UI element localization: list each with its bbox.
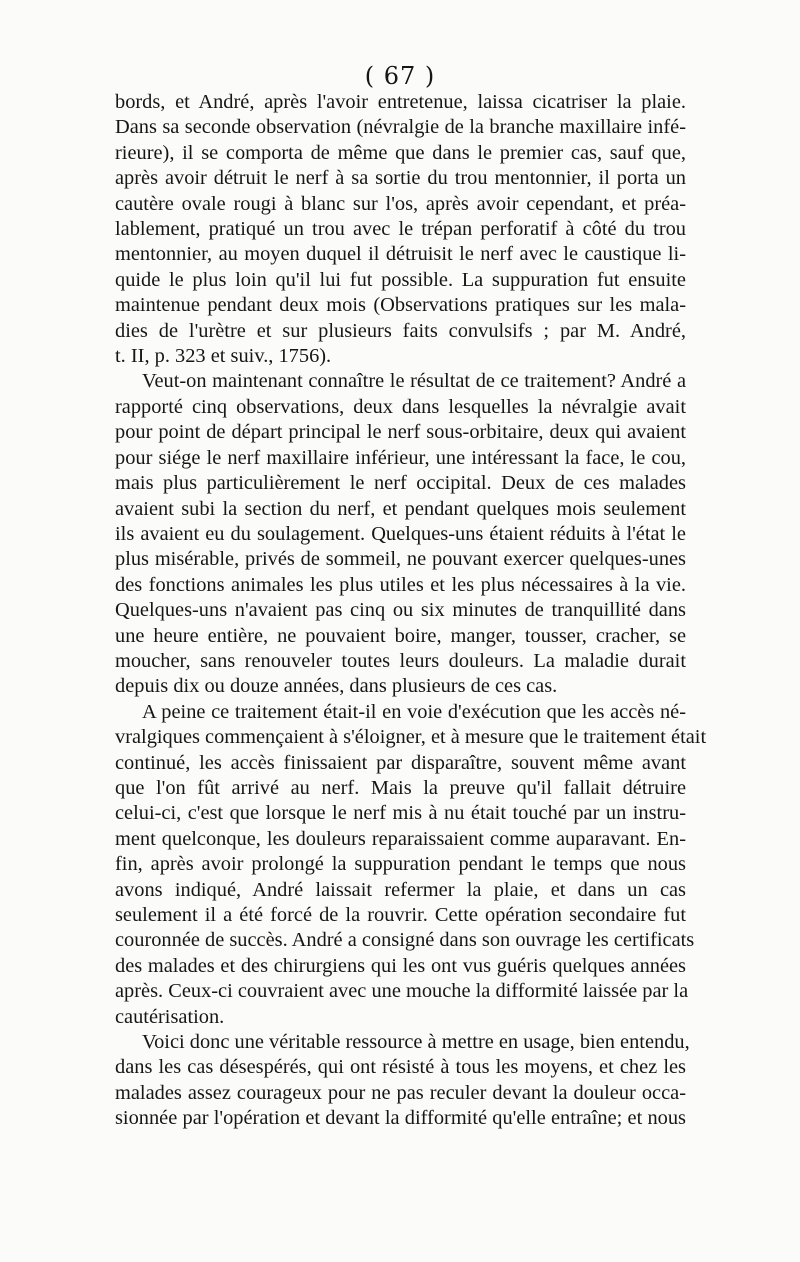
text-line: t. II, p. 323 et suiv., 1756). [115,345,332,368]
text-line: après avoir détruit le nerf à sa sortie du trou mentonnier, il porta un [115,167,686,190]
page-number: ( 67 ) [364,62,436,90]
text-line: sionnée par l'opération et devant la difformité qu'elle entraîne; et nous [115,1107,686,1130]
text-line: couronnée de succès. André a consigné dans son ouvrage les certificats [115,929,695,952]
text-line: continué, les accès finissaient par disparaître, souvent même avant [115,751,686,774]
text-line: cautère ovale rougi à blanc sur l'os, après avoir cependant, et préa- [115,192,686,215]
text-line: moucher, sans renouveler toutes leurs douleurs. La maladie durait [115,649,686,672]
text-line: pour siége le nerf maxillaire inférieur, une intéressant la face, le cou, [115,446,686,469]
text-line: depuis dix ou douze années, dans plusieurs de ces cas. [115,675,558,698]
text-line: rapporté cinq observations, deux dans lesquelles la névralgie avait [115,395,686,418]
text-line: bords, et André, après l'avoir entretenue, laissa cicatriser la plaie. [115,91,686,113]
text-line: ils avaient eu du soulagement. Quelques-uns étaient réduits à l'état le [115,522,686,545]
text-line: Dans sa seconde observation (névralgie de la branche maxillaire infé- [115,116,686,139]
body-text [115,90,707,1132]
text-line: quide le plus loin qu'il lui fut possible. La suppuration fut ensuite [115,268,686,291]
text-line: lablement, pratiqué un trou avec le trépan perforatif à côté du trou [115,218,686,241]
text-line: maintenue pendant deux mois (Observations pratiques sur les mala- [115,294,686,317]
text-line: des fonctions animales les plus utiles et les plus nécessaires à la vie. [115,573,686,596]
text-line: mais plus particulièrement le nerf occipital. Deux de ces malades [115,472,686,495]
text-line: pour point de départ principal le nerf sous-orbitaire, deux qui avaient [115,421,686,444]
text-line: Veut-on maintenant connaître le résultat de ce traitement? André a [142,370,686,393]
text-line: dans les cas désespérés, qui ont résisté à tous les moyens, et chez les [115,1056,686,1079]
text-line: celui-ci, c'est que lorsque le nerf mis à nu était touché par un instru- [115,802,686,825]
text-line: après. Ceux-ci couvraient avec une mouche la difformité laissée par la [115,980,689,1003]
text-line: cautérisation. [115,1005,225,1028]
text-line: avons indiqué, André laissait refermer la plaie, et dans un cas [115,878,686,901]
text-line: A peine ce traitement était-il en voie d'exécution que les accès né- [142,700,686,723]
paragraph-2 [115,369,686,699]
text-line: Voici donc une véritable ressource à mettre en usage, bien entendu, [142,1031,690,1054]
text-line: plus misérable, privés de sommeil, ne pouvant exercer quelques-unes [115,548,686,571]
text-line: Quelques-uns n'avaient pas cinq ou six minutes de tranquillité dans [115,599,686,622]
paragraph-1 [115,90,686,369]
text-line: avaient subi la section du nerf, et pendant quelques mois seulement [115,497,686,520]
text-line: une heure entière, ne pouvaient boire, manger, tousser, cracher, se [115,624,686,647]
text-line: seulement il a été forcé de la rouvrir. Cette opération secondaire fut [115,904,686,926]
text-line: mentonnier, au moyen duquel il détruisit le nerf avec le caustique li- [115,243,686,266]
text-line: rieure), il se comporta de même que dans le premier cas, sauf que, [115,141,686,164]
paragraph-3 [115,700,707,1030]
paragraph-4 [115,1030,690,1132]
text-line: vralgiques commençaient à s'éloigner, et à mesure que le traitement était [115,726,707,749]
text-line: des malades et des chirurgiens qui les ont vus guéris quelques années [115,954,686,977]
text-line: fin, après avoir prolongé la suppuration pendant le temps que nous [115,853,686,876]
text-line: ment quelconque, les douleurs reparaissaient comme auparavant. En- [115,827,686,850]
text-line: dies de l'urètre et sur plusieurs faits convulsifs ; par M. André, [115,319,686,342]
text-line: que l'on fût arrivé au nerf. Mais la preuve qu'il fallait détruire [115,776,686,799]
text-line: malades assez courageux pour ne pas reculer devant la douleur occa- [115,1081,686,1104]
